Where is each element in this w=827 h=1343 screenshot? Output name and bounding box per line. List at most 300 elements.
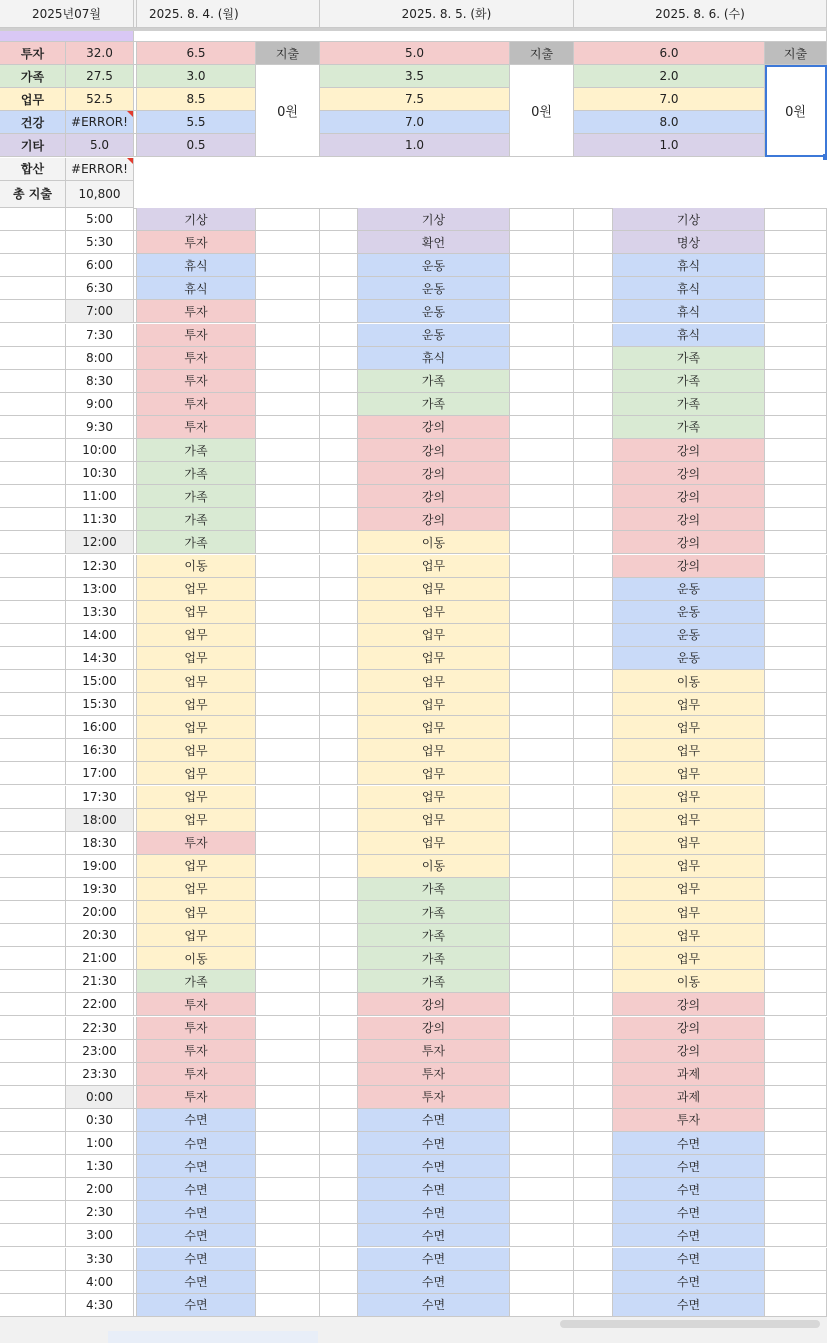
day1-activity[interactable]: 투자 xyxy=(137,231,256,254)
day2-activity[interactable]: 가족 xyxy=(358,947,510,970)
day2-gap[interactable] xyxy=(320,277,358,300)
time-slot[interactable]: 14:30 xyxy=(66,647,134,670)
time-slot[interactable]: 18:00 xyxy=(66,809,134,832)
day3-note[interactable] xyxy=(765,855,827,878)
day3-activity[interactable]: 운동 xyxy=(613,601,765,624)
day3-activity[interactable]: 가족 xyxy=(613,370,765,393)
day3-note[interactable] xyxy=(765,647,827,670)
row-blank[interactable] xyxy=(0,993,66,1016)
day2-activity[interactable]: 이동 xyxy=(358,531,510,554)
day3-note[interactable] xyxy=(765,693,827,716)
day1-activity[interactable]: 업무 xyxy=(137,809,256,832)
day3-activity[interactable]: 가족 xyxy=(613,416,765,439)
day3-note[interactable] xyxy=(765,1086,827,1109)
day1-note[interactable] xyxy=(256,208,320,231)
day3-gap[interactable] xyxy=(574,508,613,531)
day3-note[interactable] xyxy=(765,324,827,347)
day2-note[interactable] xyxy=(510,1017,574,1040)
day3-gap[interactable] xyxy=(574,1017,613,1040)
day2-gap[interactable] xyxy=(320,970,358,993)
day1-activity[interactable]: 가족 xyxy=(137,485,256,508)
day1-activity[interactable]: 가족 xyxy=(137,462,256,485)
day3-activity[interactable]: 강의 xyxy=(613,508,765,531)
day3-gap[interactable] xyxy=(574,878,613,901)
day3-activity[interactable]: 수면 xyxy=(613,1155,765,1178)
day2-activity[interactable]: 가족 xyxy=(358,370,510,393)
day2-note[interactable] xyxy=(510,485,574,508)
day2-activity[interactable]: 업무 xyxy=(358,647,510,670)
day3-activity[interactable]: 수면 xyxy=(613,1271,765,1294)
row-blank[interactable] xyxy=(0,878,66,901)
day3-gap[interactable] xyxy=(574,970,613,993)
day3-activity[interactable]: 수면 xyxy=(613,1201,765,1224)
day1-note[interactable] xyxy=(256,601,320,624)
day3-activity[interactable]: 강의 xyxy=(613,555,765,578)
summary-total[interactable]: 32.0 xyxy=(66,42,134,65)
day2-activity[interactable]: 강의 xyxy=(358,508,510,531)
day3-activity[interactable]: 이동 xyxy=(613,970,765,993)
day3-activity[interactable]: 수면 xyxy=(613,1178,765,1201)
day1-note[interactable] xyxy=(256,1271,320,1294)
day2-gap[interactable] xyxy=(320,254,358,277)
day1-activity[interactable]: 수면 xyxy=(137,1155,256,1178)
expense-value-3[interactable]: 0원 xyxy=(765,65,827,157)
day1-activity[interactable]: 투자 xyxy=(137,393,256,416)
day3-note[interactable] xyxy=(765,1294,827,1317)
day3-note[interactable] xyxy=(765,416,827,439)
time-slot[interactable]: 14:00 xyxy=(66,624,134,647)
day3-note[interactable] xyxy=(765,1063,827,1086)
day3-activity[interactable]: 강의 xyxy=(613,993,765,1016)
day1-activity[interactable]: 투자 xyxy=(137,993,256,1016)
day1-activity[interactable]: 투자 xyxy=(137,1063,256,1086)
time-slot[interactable]: 3:30 xyxy=(66,1248,134,1271)
day1-note[interactable] xyxy=(256,901,320,924)
row-blank[interactable] xyxy=(0,439,66,462)
day1-activity[interactable]: 수면 xyxy=(137,1271,256,1294)
day3-gap[interactable] xyxy=(574,416,613,439)
row-blank[interactable] xyxy=(0,555,66,578)
day1-note[interactable] xyxy=(256,924,320,947)
row-blank[interactable] xyxy=(0,901,66,924)
row-blank[interactable] xyxy=(0,1201,66,1224)
day3-activity[interactable]: 업무 xyxy=(613,924,765,947)
time-slot[interactable]: 9:00 xyxy=(66,393,134,416)
day1-activity[interactable]: 업무 xyxy=(137,578,256,601)
day3-gap[interactable] xyxy=(574,601,613,624)
day2-gap[interactable] xyxy=(320,1063,358,1086)
day2-note[interactable] xyxy=(510,1178,574,1201)
day3-activity[interactable]: 강의 xyxy=(613,1040,765,1063)
row-blank[interactable] xyxy=(0,462,66,485)
day3-note[interactable] xyxy=(765,300,827,323)
row-blank[interactable] xyxy=(0,1224,66,1247)
day2-gap[interactable] xyxy=(320,1178,358,1201)
row-blank[interactable] xyxy=(0,324,66,347)
day3-activity[interactable]: 업무 xyxy=(613,901,765,924)
day3-gap[interactable] xyxy=(574,1040,613,1063)
time-slot[interactable]: 15:30 xyxy=(66,693,134,716)
time-slot[interactable]: 5:30 xyxy=(66,231,134,254)
day1-note[interactable] xyxy=(256,578,320,601)
day2-note[interactable] xyxy=(510,786,574,809)
day2-activity[interactable]: 가족 xyxy=(358,970,510,993)
day3-note[interactable] xyxy=(765,947,827,970)
month-title[interactable]: 2025년07월 xyxy=(0,0,134,28)
day1-note[interactable] xyxy=(256,878,320,901)
day1-activity[interactable]: 업무 xyxy=(137,693,256,716)
day3-note[interactable] xyxy=(765,347,827,370)
day2-gap[interactable] xyxy=(320,670,358,693)
day1-note[interactable] xyxy=(256,324,320,347)
day3-gap[interactable] xyxy=(574,624,613,647)
day1-activity[interactable]: 기상 xyxy=(137,208,256,231)
day2-activity[interactable]: 강의 xyxy=(358,993,510,1016)
day3-activity[interactable]: 휴식 xyxy=(613,300,765,323)
day3-note[interactable] xyxy=(765,393,827,416)
day2-activity[interactable]: 수면 xyxy=(358,1271,510,1294)
day1-note[interactable] xyxy=(256,416,320,439)
day3-note[interactable] xyxy=(765,1224,827,1247)
day2-activity[interactable]: 운동 xyxy=(358,254,510,277)
day2-note[interactable] xyxy=(510,832,574,855)
day3-note[interactable] xyxy=(765,485,827,508)
day1-note[interactable] xyxy=(256,1294,320,1317)
day2-gap[interactable] xyxy=(320,1040,358,1063)
day2-activity[interactable]: 업무 xyxy=(358,739,510,762)
day2-note[interactable] xyxy=(510,1248,574,1271)
day3-note[interactable] xyxy=(765,924,827,947)
day3-note[interactable] xyxy=(765,254,827,277)
day1-note[interactable] xyxy=(256,508,320,531)
row-blank[interactable] xyxy=(0,1155,66,1178)
day1-note[interactable] xyxy=(256,993,320,1016)
day2-gap[interactable] xyxy=(320,1155,358,1178)
day3-note[interactable] xyxy=(765,1248,827,1271)
day2-gap[interactable] xyxy=(320,578,358,601)
day2-note[interactable] xyxy=(510,393,574,416)
day2-activity[interactable]: 강의 xyxy=(358,462,510,485)
day1-note[interactable] xyxy=(256,670,320,693)
day1-activity[interactable]: 투자 xyxy=(137,1017,256,1040)
day3-gap[interactable] xyxy=(574,1201,613,1224)
time-slot[interactable]: 15:00 xyxy=(66,670,134,693)
day1-activity[interactable]: 업무 xyxy=(137,670,256,693)
time-slot[interactable]: 0:30 xyxy=(66,1109,134,1132)
day1-activity[interactable]: 업무 xyxy=(137,878,256,901)
day3-activity[interactable]: 명상 xyxy=(613,231,765,254)
day3-activity[interactable]: 업무 xyxy=(613,762,765,785)
row-blank[interactable] xyxy=(0,670,66,693)
row-blank[interactable] xyxy=(0,624,66,647)
time-slot[interactable]: 6:00 xyxy=(66,254,134,277)
day1-note[interactable] xyxy=(256,1224,320,1247)
selection-handle[interactable] xyxy=(823,154,827,160)
day2-gap[interactable] xyxy=(320,786,358,809)
day1-note[interactable] xyxy=(256,739,320,762)
day1-note[interactable] xyxy=(256,855,320,878)
day2-activity[interactable]: 수면 xyxy=(358,1294,510,1317)
row-blank[interactable] xyxy=(0,393,66,416)
day3-note[interactable] xyxy=(765,624,827,647)
day2-gap[interactable] xyxy=(320,1248,358,1271)
day2-activity[interactable]: 업무 xyxy=(358,693,510,716)
day2-gap[interactable] xyxy=(320,370,358,393)
day2-gap[interactable] xyxy=(320,462,358,485)
day2-note[interactable] xyxy=(510,1063,574,1086)
day3-note[interactable] xyxy=(765,762,827,785)
day1-note[interactable] xyxy=(256,555,320,578)
day3-note[interactable] xyxy=(765,1155,827,1178)
day3-activity[interactable]: 업무 xyxy=(613,739,765,762)
time-slot[interactable]: 20:30 xyxy=(66,924,134,947)
day2-gap[interactable] xyxy=(320,531,358,554)
day2-note[interactable] xyxy=(510,1040,574,1063)
sheet-tab-strip[interactable] xyxy=(108,1331,318,1343)
day2-gap[interactable] xyxy=(320,485,358,508)
time-slot[interactable]: 4:30 xyxy=(66,1294,134,1317)
row-blank[interactable] xyxy=(0,716,66,739)
day3-hours[interactable]: 8.0 xyxy=(574,111,765,134)
day1-activity[interactable]: 수면 xyxy=(137,1109,256,1132)
day1-note[interactable] xyxy=(256,809,320,832)
day1-activity[interactable]: 가족 xyxy=(137,970,256,993)
day3-gap[interactable] xyxy=(574,809,613,832)
time-slot[interactable]: 5:00 xyxy=(66,208,134,231)
summary-label[interactable]: 건강 xyxy=(0,111,66,134)
day2-note[interactable] xyxy=(510,855,574,878)
day2-hours[interactable]: 3.5 xyxy=(320,65,510,88)
day1-activity[interactable]: 업무 xyxy=(137,855,256,878)
day2-gap[interactable] xyxy=(320,231,358,254)
day3-note[interactable] xyxy=(765,601,827,624)
day1-note[interactable] xyxy=(256,1017,320,1040)
sum-label[interactable]: 합산 xyxy=(0,158,66,181)
day3-note[interactable] xyxy=(765,1271,827,1294)
day3-activity[interactable]: 강의 xyxy=(613,439,765,462)
day3-gap[interactable] xyxy=(574,1155,613,1178)
day3-gap[interactable] xyxy=(574,739,613,762)
row-blank[interactable] xyxy=(0,832,66,855)
row-blank[interactable] xyxy=(0,1040,66,1063)
day2-note[interactable] xyxy=(510,901,574,924)
day2-activity[interactable]: 운동 xyxy=(358,300,510,323)
day2-activity[interactable]: 운동 xyxy=(358,277,510,300)
day3-hours[interactable]: 2.0 xyxy=(574,65,765,88)
day2-hours[interactable]: 7.5 xyxy=(320,88,510,111)
row-blank[interactable] xyxy=(0,277,66,300)
day1-note[interactable] xyxy=(256,947,320,970)
day1-activity[interactable]: 수면 xyxy=(137,1132,256,1155)
day1-note[interactable] xyxy=(256,786,320,809)
day3-note[interactable] xyxy=(765,231,827,254)
day1-note[interactable] xyxy=(256,647,320,670)
day3-gap[interactable] xyxy=(574,324,613,347)
day2-activity[interactable]: 업무 xyxy=(358,716,510,739)
day2-gap[interactable] xyxy=(320,855,358,878)
summary-total[interactable]: #ERROR! xyxy=(66,111,134,134)
day2-gap[interactable] xyxy=(320,901,358,924)
day2-note[interactable] xyxy=(510,762,574,785)
day2-note[interactable] xyxy=(510,1109,574,1132)
day2-gap[interactable] xyxy=(320,439,358,462)
day3-activity[interactable]: 업무 xyxy=(613,947,765,970)
day2-note[interactable] xyxy=(510,970,574,993)
row-blank[interactable] xyxy=(0,693,66,716)
day2-activity[interactable]: 투자 xyxy=(358,1040,510,1063)
day1-activity[interactable]: 투자 xyxy=(137,370,256,393)
row-blank[interactable] xyxy=(0,855,66,878)
day2-note[interactable] xyxy=(510,531,574,554)
day2-note[interactable] xyxy=(510,555,574,578)
day2-gap[interactable] xyxy=(320,1201,358,1224)
row-blank[interactable] xyxy=(0,578,66,601)
day1-activity[interactable]: 투자 xyxy=(137,1086,256,1109)
time-slot[interactable]: 4:00 xyxy=(66,1271,134,1294)
row-blank[interactable] xyxy=(0,508,66,531)
day2-gap[interactable] xyxy=(320,416,358,439)
total-expense-value[interactable]: 10,800 xyxy=(66,181,134,208)
day1-note[interactable] xyxy=(256,1109,320,1132)
day2-note[interactable] xyxy=(510,716,574,739)
day3-activity[interactable]: 업무 xyxy=(613,786,765,809)
day1-hours[interactable]: 3.0 xyxy=(137,65,256,88)
day3-gap[interactable] xyxy=(574,1248,613,1271)
day3-hours[interactable]: 6.0 xyxy=(574,42,765,65)
summary-label[interactable]: 업무 xyxy=(0,88,66,111)
day2-gap[interactable] xyxy=(320,324,358,347)
day2-activity[interactable]: 업무 xyxy=(358,601,510,624)
day2-note[interactable] xyxy=(510,508,574,531)
day2-gap[interactable] xyxy=(320,508,358,531)
summary-total[interactable]: 27.5 xyxy=(66,65,134,88)
day3-note[interactable] xyxy=(765,208,827,231)
day2-note[interactable] xyxy=(510,462,574,485)
day3-gap[interactable] xyxy=(574,670,613,693)
time-slot[interactable]: 10:00 xyxy=(66,439,134,462)
day2-note[interactable] xyxy=(510,1155,574,1178)
day2-gap[interactable] xyxy=(320,1271,358,1294)
time-slot[interactable]: 18:30 xyxy=(66,832,134,855)
time-slot[interactable]: 17:00 xyxy=(66,762,134,785)
time-slot[interactable]: 6:30 xyxy=(66,277,134,300)
row-blank[interactable] xyxy=(0,231,66,254)
day3-gap[interactable] xyxy=(574,555,613,578)
day3-gap[interactable] xyxy=(574,1224,613,1247)
day3-note[interactable] xyxy=(765,1017,827,1040)
blank-area[interactable] xyxy=(134,158,827,210)
expense-value-1[interactable]: 0원 xyxy=(256,65,320,157)
day3-gap[interactable] xyxy=(574,647,613,670)
day3-note[interactable] xyxy=(765,1178,827,1201)
day3-note[interactable] xyxy=(765,970,827,993)
expense-header-2[interactable]: 지출 xyxy=(510,42,574,65)
day1-note[interactable] xyxy=(256,1201,320,1224)
day2-note[interactable] xyxy=(510,1294,574,1317)
time-slot[interactable]: 16:30 xyxy=(66,739,134,762)
summary-label[interactable]: 투자 xyxy=(0,42,66,65)
day1-activity[interactable]: 투자 xyxy=(137,347,256,370)
day2-activity[interactable]: 업무 xyxy=(358,762,510,785)
day1-hours[interactable]: 0.5 xyxy=(137,134,256,157)
time-slot[interactable]: 13:00 xyxy=(66,578,134,601)
time-slot[interactable]: 22:00 xyxy=(66,993,134,1016)
day1-activity[interactable]: 업무 xyxy=(137,901,256,924)
day1-note[interactable] xyxy=(256,832,320,855)
time-slot[interactable]: 19:00 xyxy=(66,855,134,878)
row-blank[interactable] xyxy=(0,947,66,970)
day2-activity[interactable]: 강의 xyxy=(358,416,510,439)
day2-activity[interactable]: 기상 xyxy=(358,208,510,231)
day3-gap[interactable] xyxy=(574,393,613,416)
day2-activity[interactable]: 업무 xyxy=(358,786,510,809)
day2-note[interactable] xyxy=(510,739,574,762)
day3-activity[interactable]: 휴식 xyxy=(613,324,765,347)
day1-note[interactable] xyxy=(256,347,320,370)
day3-note[interactable] xyxy=(765,1201,827,1224)
day3-gap[interactable] xyxy=(574,208,613,231)
day1-activity[interactable]: 업무 xyxy=(137,786,256,809)
expense-header-3[interactable]: 지출 xyxy=(765,42,827,65)
day3-gap[interactable] xyxy=(574,462,613,485)
day1-activity[interactable]: 이동 xyxy=(137,555,256,578)
day2-note[interactable] xyxy=(510,439,574,462)
day3-gap[interactable] xyxy=(574,277,613,300)
day2-note[interactable] xyxy=(510,601,574,624)
day3-note[interactable] xyxy=(765,878,827,901)
day1-note[interactable] xyxy=(256,624,320,647)
day1-activity[interactable]: 업무 xyxy=(137,624,256,647)
day3-activity[interactable]: 업무 xyxy=(613,832,765,855)
time-slot[interactable]: 0:00 xyxy=(66,1086,134,1109)
day2-activity[interactable]: 가족 xyxy=(358,878,510,901)
day3-activity[interactable]: 업무 xyxy=(613,855,765,878)
day2-activity[interactable]: 운동 xyxy=(358,324,510,347)
day2-gap[interactable] xyxy=(320,809,358,832)
row-blank[interactable] xyxy=(0,786,66,809)
day2-activity[interactable]: 업무 xyxy=(358,578,510,601)
day3-note[interactable] xyxy=(765,670,827,693)
day3-note[interactable] xyxy=(765,1040,827,1063)
day1-activity[interactable]: 업무 xyxy=(137,739,256,762)
day3-note[interactable] xyxy=(765,277,827,300)
day1-activity[interactable]: 가족 xyxy=(137,508,256,531)
day3-note[interactable] xyxy=(765,1132,827,1155)
day2-note[interactable] xyxy=(510,1224,574,1247)
day2-activity[interactable]: 수면 xyxy=(358,1109,510,1132)
day2-gap[interactable] xyxy=(320,762,358,785)
time-slot[interactable]: 12:30 xyxy=(66,555,134,578)
day2-activity[interactable]: 업무 xyxy=(358,670,510,693)
day3-gap[interactable] xyxy=(574,786,613,809)
time-slot[interactable]: 1:30 xyxy=(66,1155,134,1178)
time-slot[interactable]: 22:30 xyxy=(66,1017,134,1040)
day3-activity[interactable]: 과제 xyxy=(613,1086,765,1109)
day3-note[interactable] xyxy=(765,993,827,1016)
day2-activity[interactable]: 강의 xyxy=(358,439,510,462)
day1-hours[interactable]: 6.5 xyxy=(137,42,256,65)
day2-note[interactable] xyxy=(510,924,574,947)
row-blank[interactable] xyxy=(0,762,66,785)
row-blank[interactable] xyxy=(0,809,66,832)
blank-row[interactable] xyxy=(134,31,827,42)
day1-activity[interactable]: 수면 xyxy=(137,1224,256,1247)
row-blank[interactable] xyxy=(0,1132,66,1155)
day3-gap[interactable] xyxy=(574,347,613,370)
day1-note[interactable] xyxy=(256,693,320,716)
day2-activity[interactable]: 확언 xyxy=(358,231,510,254)
day3-activity[interactable]: 투자 xyxy=(613,1109,765,1132)
